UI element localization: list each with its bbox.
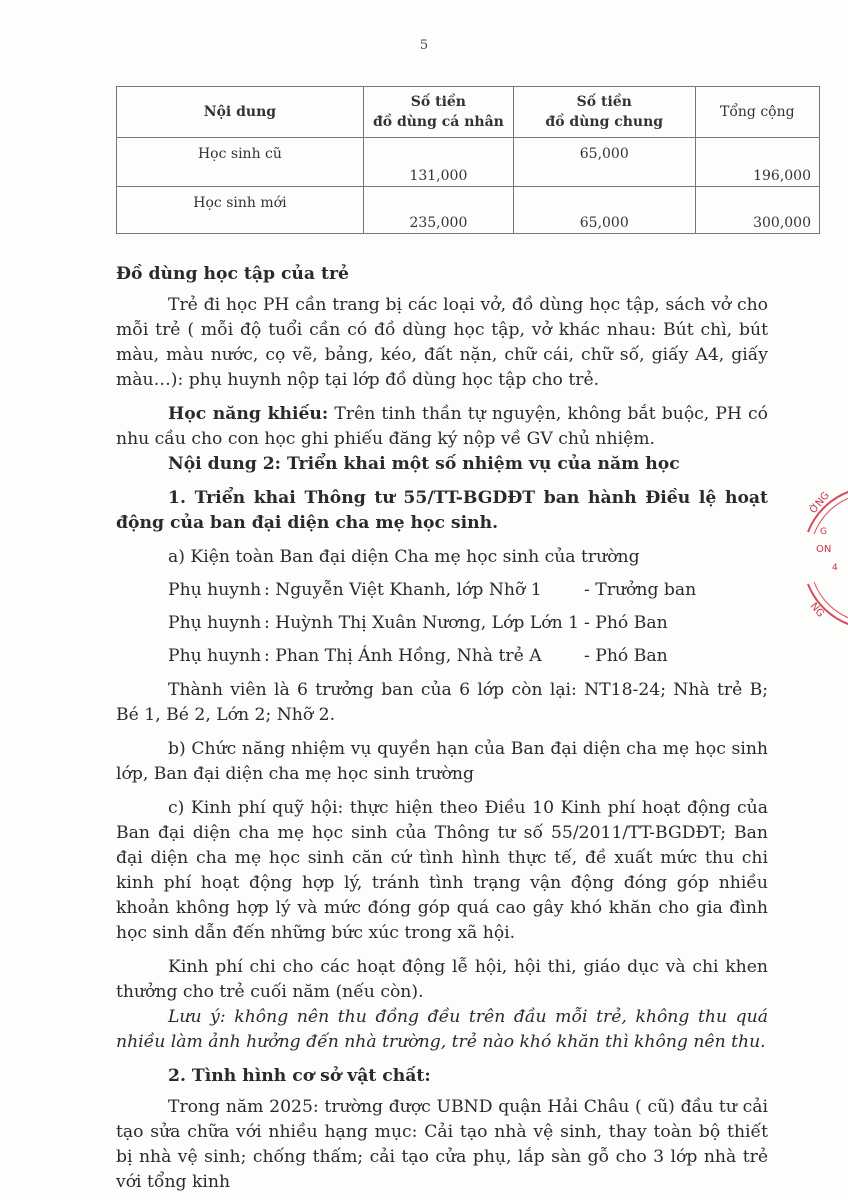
talent-paragraph [116, 402, 768, 452]
member-role: Phụ huynh [168, 646, 262, 666]
stamp-text: G [820, 527, 827, 537]
note-paragraph: Lưu ý: không nên thu đồng đều trên đầu mỗi trẻ, không thu quá nhiều làm ảnh hưởng đến nhà trường, trẻ nào khó khăn thì không nên thu. [116, 1007, 768, 1052]
header-shared-line1: Số tiền [576, 94, 632, 110]
header-personal-line2: đồ dùng cá nhân [372, 114, 504, 130]
item-c: c) Kinh phí quỹ hội: thực hiện theo Điều 10 Kinh phí hoạt động của Ban đại diện cha mẹ học sinh của Thông tư số 55/2011/TT-BGDĐT; Ban đại diện cha mẹ học sinh căn cứ tình hình thực tế, đề xuất mức thu chi kinh phí hoạt động hợp lý, tránh tình trạng vận động đóng góp nhiều khoản không hợp lý và mức đóng góp quá cao gây khó khăn cho gia đình học sinh dẫn đến những bức xúc trong xã hội. [116, 798, 768, 943]
row-personal: 235,000 [363, 187, 513, 234]
header-shared [513, 87, 695, 138]
member-row [168, 611, 768, 636]
members-note: Thành viên là 6 trưởng ban của 6 lớp còn lại: NT18-24; Nhà trẻ B; Bé 1, Bé 2, Lớn 2; Nhỡ 2. [116, 680, 768, 725]
row-shared: 65,000 [513, 138, 695, 187]
member-name: : Huỳnh Thị Xuân Nương, Lớp Lớn 1 [264, 613, 580, 633]
header-personal-line1: Số tiền [410, 94, 466, 110]
row-total: 196,000 [695, 138, 819, 187]
fee-table [116, 86, 820, 234]
member-name: : Nguyễn Việt Khanh, lớp Nhỡ 1 [264, 580, 542, 600]
row-label: Học sinh cũ [117, 138, 364, 187]
stamp-text: ỜNG [807, 490, 832, 516]
stamp-text: 4 [832, 563, 838, 573]
row-shared: 65,000 [513, 187, 695, 234]
facilities-paragraph: Trong năm 2025: trường được UBND quận Hải Châu ( cũ) đầu tư cải tạo sửa chữa với nhiều hạng mục: Cải tạo nhà vệ sinh, thay toàn bộ thiết bị nhà vệ sinh; chống thấm; cải tạo cửa phụ, lắp sàn gỗ cho 3 lớp nhà trẻ với tổng kinh [116, 1097, 768, 1192]
table-row [117, 187, 820, 234]
section2-heading: Nội dung 2: Triển khai một số nhiệm vụ của năm học [168, 454, 680, 474]
member-position: - Phó Ban [584, 646, 668, 666]
member-position: - Phó Ban [584, 613, 668, 633]
talent-label: Học năng khiếu: [168, 404, 329, 424]
header-total: Tổng cộng [695, 87, 819, 138]
header-content: Nội dung [117, 87, 364, 138]
item2-heading: 2. Tình hình cơ sở vật chất: [168, 1066, 431, 1086]
table-row [117, 138, 820, 187]
row-label: Học sinh mới [117, 187, 364, 234]
item-a: a) Kiện toàn Ban đại diện Cha mẹ học sinh của trường [168, 547, 640, 567]
stamp-text: ON [816, 544, 832, 555]
supplies-heading: Đồ dùng học tập của trẻ [116, 264, 349, 284]
document-body [116, 262, 768, 1195]
stamp-arc-icon [792, 488, 848, 628]
item1-heading: 1. Triển khai Thông tư 55/TT-BGDĐT ban hành Điều lệ hoạt động của ban đại diện cha mẹ học sinh. [116, 488, 768, 533]
header-shared-line2: đồ dùng chung [545, 114, 664, 130]
table-header-row [117, 87, 820, 138]
supplies-paragraph: Trẻ đi học PH cần trang bị các loại vở, đồ dùng học tập, sách vở cho mỗi trẻ ( mỗi độ tuổi cần có đồ dùng học tập, vở khác nhau: Bút chì, bút màu, màu nước, cọ vẽ, bảng, kéo, đất nặn, chữ cái, chữ số, giấy A4, giấy màu…): phụ huynh nộp tại lớp đồ dùng học tập cho trẻ. [116, 295, 768, 390]
member-role: Phụ huynh [168, 580, 262, 600]
header-personal [363, 87, 513, 138]
member-position: - Trưởng ban [584, 580, 697, 600]
member-role: Phụ huynh [168, 613, 262, 633]
member-row [168, 644, 768, 669]
item-b: b) Chức năng nhiệm vụ quyền hạn của Ban đại diện cha mẹ học sinh lớp, Ban đại diện cha mẹ học sinh trường [116, 739, 768, 784]
spending-paragraph: Kinh phí chi cho các hoạt động lễ hội, hội thi, giáo dục và chi khen thưởng cho trẻ cuối năm (nếu còn). [116, 957, 768, 1002]
stamp-text: NG [807, 600, 826, 620]
member-name: : Phan Thị Ánh Hồng, Nhà trẻ A [264, 646, 542, 666]
member-row [168, 578, 768, 603]
school-stamp [792, 488, 848, 628]
talent-text: Trên tinh thần tự nguyện, không bắt buộc, PH có nhu cầu cho con học ghi phiếu đăng ký nộp về GV chủ nhiệm. [116, 404, 768, 449]
page-number: 5 [419, 38, 429, 53]
row-personal: 131,000 [363, 138, 513, 187]
row-total: 300,000 [695, 187, 819, 234]
